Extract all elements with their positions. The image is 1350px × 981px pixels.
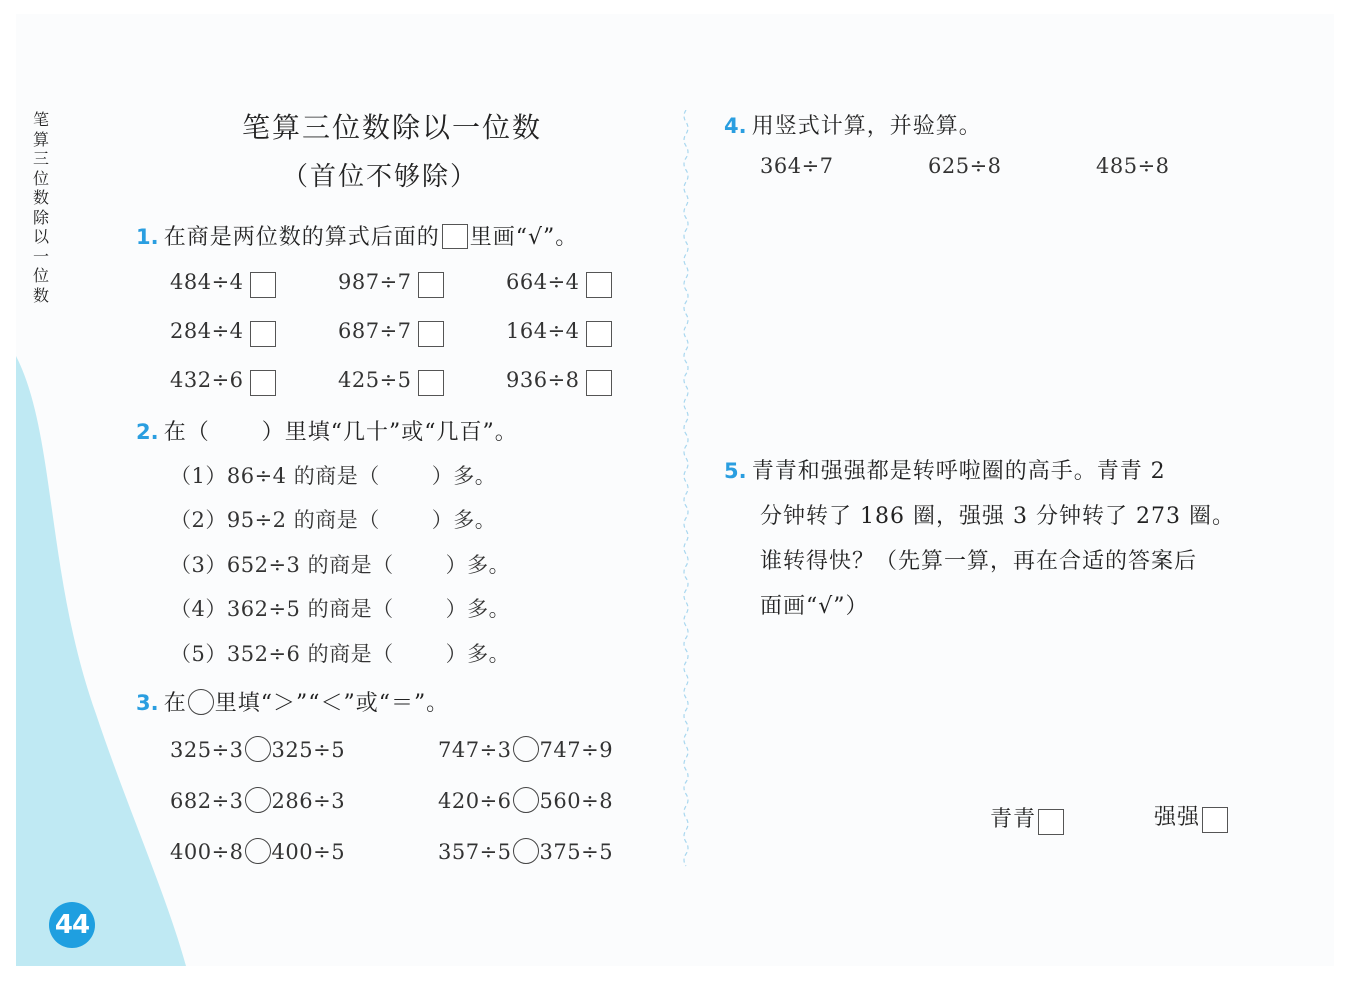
q1-expression: 164÷4 bbox=[506, 319, 580, 343]
q1-expression: 987÷7 bbox=[338, 270, 412, 294]
compare-circle[interactable] bbox=[513, 736, 539, 762]
q2-item-label: （1）86÷4 的商是（ bbox=[170, 464, 380, 488]
q2-number: 2. bbox=[136, 420, 159, 444]
q5-line: 谁转得快？（先算一算，再在合适的答案后 bbox=[760, 549, 1198, 574]
q3-text-before: 在 bbox=[163, 691, 187, 716]
circle-example bbox=[188, 689, 214, 715]
q2-heading bbox=[136, 415, 518, 446]
compare-circle[interactable] bbox=[245, 787, 271, 813]
q1-number: 1. bbox=[136, 225, 159, 249]
q2-item bbox=[170, 460, 496, 490]
q1-text-after: 里画“√”。 bbox=[469, 225, 579, 250]
q1-expression: 484÷4 bbox=[170, 270, 244, 294]
q3-item bbox=[438, 736, 613, 762]
q1-heading bbox=[136, 220, 578, 251]
q2-item-label: （4）362÷5 的商是（ bbox=[170, 597, 394, 621]
check-box[interactable] bbox=[418, 321, 444, 347]
page-subtitle: （首位不够除） bbox=[282, 162, 479, 192]
q5-line: 青青和强强都是转呼啦圈的高手。青青 2 bbox=[751, 459, 1166, 484]
q4-expression: 364÷7 bbox=[760, 154, 834, 178]
q3-right-expression: 560÷8 bbox=[539, 789, 614, 813]
compare-circle[interactable] bbox=[245, 838, 271, 864]
q1-item bbox=[170, 368, 276, 396]
q2-item-tail: ）多。 bbox=[431, 508, 497, 532]
q2-text-after: ）里填“几十”或“几百”。 bbox=[261, 420, 518, 445]
q2-text-before: 在（ bbox=[163, 420, 210, 445]
q1-item bbox=[170, 270, 276, 298]
q1-expression: 936÷8 bbox=[506, 368, 580, 392]
q4-text: 用竖式计算，并验算。 bbox=[751, 114, 982, 139]
q1-item bbox=[506, 319, 612, 347]
q3-number: 3. bbox=[136, 691, 159, 715]
q2-item-tail: ）多。 bbox=[445, 597, 511, 621]
q4-heading bbox=[724, 109, 982, 140]
check-box[interactable] bbox=[586, 321, 612, 347]
q5-option-label: 强强 bbox=[1154, 805, 1201, 830]
q1-item bbox=[338, 319, 444, 347]
q2-item bbox=[170, 549, 510, 579]
q3-item bbox=[170, 838, 345, 864]
q3-text-after: 里填“＞”“＜”或“＝”。 bbox=[214, 691, 450, 716]
q1-item bbox=[506, 270, 612, 298]
q1-expression: 687÷7 bbox=[338, 319, 412, 343]
q2-item bbox=[170, 593, 510, 623]
q5-line: 面画“√”） bbox=[760, 594, 869, 619]
column-divider bbox=[680, 110, 692, 870]
check-box[interactable] bbox=[418, 370, 444, 396]
q1-expression: 425÷5 bbox=[338, 368, 412, 392]
q1-item bbox=[338, 368, 444, 396]
answer-check-box[interactable] bbox=[1202, 807, 1228, 833]
compare-circle[interactable] bbox=[245, 736, 271, 762]
q2-item-label: （2）95÷2 的商是（ bbox=[170, 508, 380, 532]
q3-right-expression: 400÷5 bbox=[271, 840, 346, 864]
q1-item bbox=[506, 368, 612, 396]
check-box[interactable] bbox=[418, 272, 444, 298]
q2-item-label: （3）652÷3 的商是（ bbox=[170, 553, 394, 577]
q3-item bbox=[438, 787, 613, 813]
q3-left-expression: 400÷8 bbox=[170, 840, 244, 864]
q4-number: 4. bbox=[724, 114, 747, 138]
q3-left-expression: 325÷3 bbox=[170, 738, 244, 762]
q3-left-expression: 420÷6 bbox=[438, 789, 512, 813]
q3-left-expression: 357÷5 bbox=[438, 840, 512, 864]
q4-expression: 625÷8 bbox=[928, 154, 1002, 178]
q2-item bbox=[170, 638, 510, 668]
page-number-badge: 44 bbox=[49, 902, 95, 948]
check-box[interactable] bbox=[250, 321, 276, 347]
answer-check-box[interactable] bbox=[1038, 809, 1064, 835]
q2-item-tail: ）多。 bbox=[431, 464, 497, 488]
q5-option bbox=[1154, 800, 1228, 833]
side-title: 笔算三位数除以一位数 bbox=[32, 110, 49, 305]
compare-circle[interactable] bbox=[513, 787, 539, 813]
q3-heading bbox=[136, 686, 449, 717]
check-box[interactable] bbox=[586, 272, 612, 298]
q3-item bbox=[438, 838, 613, 864]
q2-item-tail: ）多。 bbox=[445, 553, 511, 577]
q1-text-before: 在商是两位数的算式后面的 bbox=[163, 225, 440, 250]
q3-right-expression: 286÷3 bbox=[271, 789, 346, 813]
q5-option-label: 青青 bbox=[990, 807, 1037, 832]
q1-expression: 664÷4 bbox=[506, 270, 580, 294]
q5-number: 5. bbox=[724, 459, 747, 483]
q1-item bbox=[338, 270, 444, 298]
q1-item bbox=[170, 319, 276, 347]
q3-right-expression: 375÷5 bbox=[539, 840, 614, 864]
q3-left-expression: 747÷3 bbox=[438, 738, 512, 762]
q3-right-expression: 747÷9 bbox=[539, 738, 614, 762]
q1-expression: 432÷6 bbox=[170, 368, 244, 392]
check-box[interactable] bbox=[250, 370, 276, 396]
q5-line: 分钟转了 186 圈，强强 3 分钟转了 273 圈。 bbox=[760, 504, 1235, 529]
check-box[interactable] bbox=[250, 272, 276, 298]
page-title: 笔算三位数除以一位数 bbox=[242, 111, 543, 144]
q1-expression: 284÷4 bbox=[170, 319, 244, 343]
q2-item-tail: ）多。 bbox=[445, 642, 511, 666]
q3-right-expression: 325÷5 bbox=[271, 738, 346, 762]
q4-expression: 485÷8 bbox=[1096, 154, 1170, 178]
q3-left-expression: 682÷3 bbox=[170, 789, 244, 813]
q5-option bbox=[990, 802, 1064, 835]
q3-item bbox=[170, 787, 345, 813]
q2-item bbox=[170, 504, 496, 534]
q3-item bbox=[170, 736, 345, 762]
answer-box-example bbox=[442, 224, 468, 249]
workbook-page bbox=[16, 14, 1334, 966]
compare-circle[interactable] bbox=[513, 838, 539, 864]
check-box[interactable] bbox=[586, 370, 612, 396]
q5-heading bbox=[724, 454, 1166, 485]
q2-item-label: （5）352÷6 的商是（ bbox=[170, 642, 394, 666]
